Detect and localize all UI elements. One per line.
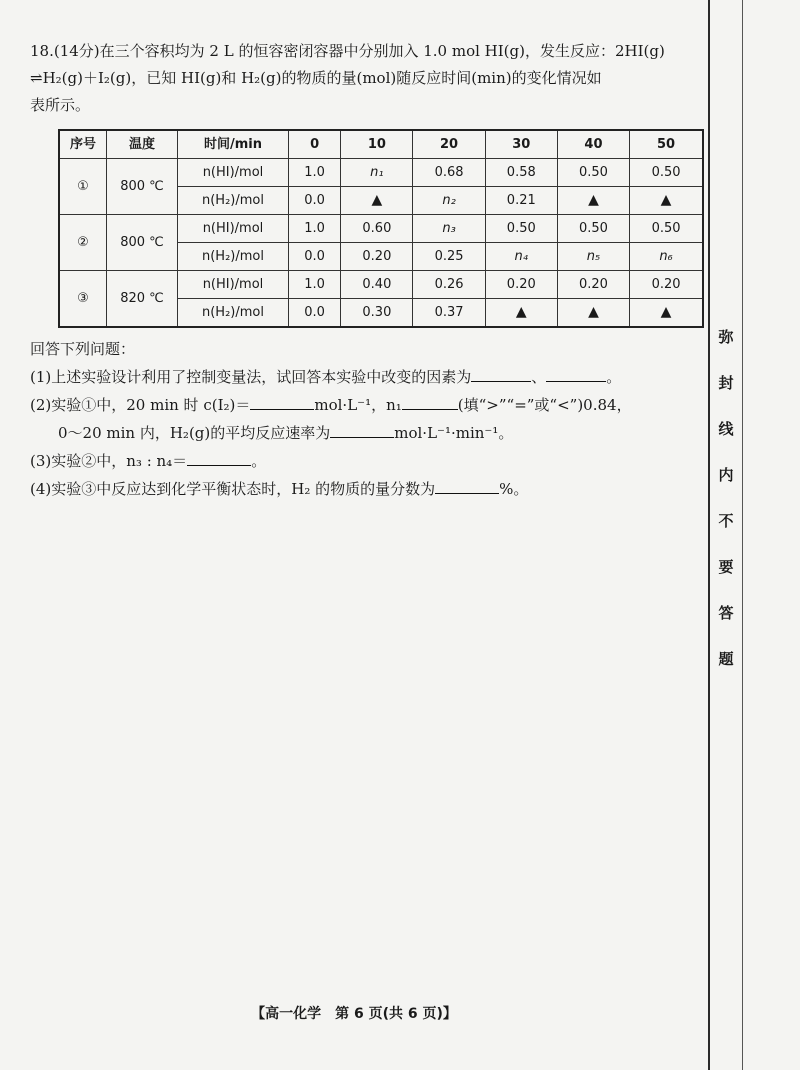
q1-text: (1)上述实验设计利用了控制变量法，试回答本实验中改变的因素为: [30, 368, 472, 386]
value-cell: 0.60: [341, 215, 413, 243]
value-cell: 1.0: [289, 271, 341, 299]
header-cell: 0: [289, 130, 341, 159]
experiment-id: ①: [59, 159, 107, 215]
answer-blank[interactable]: [330, 419, 394, 438]
triangle-marker: ▲: [341, 187, 413, 215]
experiment-id: ②: [59, 215, 107, 271]
value-cell: 0.50: [630, 159, 703, 187]
value-cell: 0.0: [289, 187, 341, 215]
sub-questions: [30, 336, 700, 503]
seal-char: 不: [718, 512, 734, 530]
value-cell: 0.0: [289, 299, 341, 328]
header-cell: 30: [485, 130, 557, 159]
q2-text-d: 0～20 min 内，H₂(g)的平均反应速率为: [58, 424, 331, 442]
seal-char: 内: [718, 466, 734, 484]
answer-blank[interactable]: [546, 363, 606, 382]
seal-char: 弥: [718, 328, 734, 346]
sub-question-3: [30, 447, 700, 475]
question-stem-line3: 表所示。: [30, 96, 91, 114]
seal-char: 题: [718, 650, 734, 668]
value-cell: 0.50: [485, 215, 557, 243]
value-cell: 0.50: [557, 159, 629, 187]
value-cell: 0.20: [557, 271, 629, 299]
value-cell: 0.58: [485, 159, 557, 187]
header-cell: 温度: [107, 130, 178, 159]
temperature-cell: 800 ℃: [107, 215, 178, 271]
value-cell: n₅: [557, 243, 629, 271]
temperature-cell: 820 ℃: [107, 271, 178, 328]
sub-question-1: [30, 363, 700, 391]
q2-text-c: (填“>”“=”或“<”)0.84，: [457, 396, 632, 414]
sub-question-4: [30, 475, 700, 503]
seal-char: 答: [718, 604, 734, 622]
q4-text: (4)实验③中反应达到化学平衡状态时，H₂ 的物质的量分数为: [30, 480, 436, 498]
temperature-cell: 800 ℃: [107, 159, 178, 215]
header-cell: 20: [413, 130, 485, 159]
value-cell: 0.20: [341, 243, 413, 271]
seal-char: 要: [718, 558, 734, 576]
seal-line-notice: [712, 330, 740, 698]
value-cell: n₆: [630, 243, 703, 271]
sub-question-2: [30, 391, 700, 419]
row-label: n(H₂)/mol: [178, 299, 289, 328]
q2-text-e: mol·L⁻¹·min⁻¹。: [394, 424, 514, 442]
value-cell: 0.25: [413, 243, 485, 271]
header-cell: 10: [341, 130, 413, 159]
triangle-marker: ▲: [630, 187, 703, 215]
binding-rule-line-outer: [742, 0, 743, 1070]
value-cell: 0.0: [289, 243, 341, 271]
row-label: n(HI)/mol: [178, 215, 289, 243]
sub-question-2-cont: [30, 419, 700, 447]
value-cell: 1.0: [289, 215, 341, 243]
q1-separator: 、: [531, 368, 547, 386]
header-cell: 序号: [59, 130, 107, 159]
answer-blank[interactable]: [435, 475, 499, 494]
value-cell: 0.20: [485, 271, 557, 299]
q2-text-b: mol·L⁻¹，n₁: [314, 396, 402, 414]
value-cell: n₂: [413, 187, 485, 215]
q1-end: 。: [606, 368, 622, 386]
answer-blank[interactable]: [402, 391, 458, 410]
value-cell: 0.30: [341, 299, 413, 328]
seal-char: 线: [718, 420, 734, 438]
experiment-id: ③: [59, 271, 107, 328]
triangle-marker: ▲: [485, 299, 557, 328]
table-header-row: [59, 130, 703, 159]
value-cell: 0.50: [557, 215, 629, 243]
row-label: n(H₂)/mol: [178, 243, 289, 271]
seal-char: 封: [718, 374, 734, 392]
value-cell: n₁: [341, 159, 413, 187]
triangle-marker: ▲: [630, 299, 703, 328]
triangle-marker: ▲: [557, 187, 629, 215]
table-row: [59, 159, 703, 187]
table-row: [59, 271, 703, 299]
header-cell: 时间/min: [178, 130, 289, 159]
q3-end: 。: [251, 452, 267, 470]
equilibrium-arrow: ⇌: [30, 69, 43, 87]
triangle-marker: ▲: [557, 299, 629, 328]
question-stem-line2: [30, 65, 700, 92]
row-label: n(HI)/mol: [178, 271, 289, 299]
answer-blank[interactable]: [187, 447, 251, 466]
row-label: n(HI)/mol: [178, 159, 289, 187]
stem-text: H₂(g)＋I₂(g)，已知 HI(g)和 H₂(g)的物质的量(mol)随反应时间(min)的变化情况如: [42, 69, 602, 87]
row-label: n(H₂)/mol: [178, 187, 289, 215]
questions-intro: 回答下列问题：: [30, 340, 136, 358]
question-stem-line1: 18.(14分)在三个容积均为 2 L 的恒容密闭容器中分别加入 1.0 mol HI(g)，发生反应：2HI(g): [30, 42, 665, 60]
value-cell: 0.68: [413, 159, 485, 187]
value-cell: 0.40: [341, 271, 413, 299]
value-cell: 0.50: [630, 215, 703, 243]
header-cell: 50: [630, 130, 703, 159]
table-row: [59, 215, 703, 243]
value-cell: 0.26: [413, 271, 485, 299]
q4-end: %。: [499, 480, 529, 498]
value-cell: 0.21: [485, 187, 557, 215]
data-table: [58, 129, 704, 328]
value-cell: 0.20: [630, 271, 703, 299]
binding-rule-line: [708, 0, 710, 1070]
answer-blank[interactable]: [250, 391, 314, 410]
value-cell: n₄: [485, 243, 557, 271]
q2-text: (2)实验①中，20 min 时 c(I₂)＝: [30, 396, 251, 414]
question-18: [30, 38, 700, 503]
header-cell: 40: [557, 130, 629, 159]
answer-blank[interactable]: [471, 363, 531, 382]
value-cell: n₃: [413, 215, 485, 243]
value-cell: 1.0: [289, 159, 341, 187]
q3-text: (3)实验②中，n₃ : n₄＝: [30, 452, 188, 470]
value-cell: 0.37: [413, 299, 485, 328]
page-footer: 【高一化学 第 6 页(共 6 页)】: [251, 1006, 457, 1022]
